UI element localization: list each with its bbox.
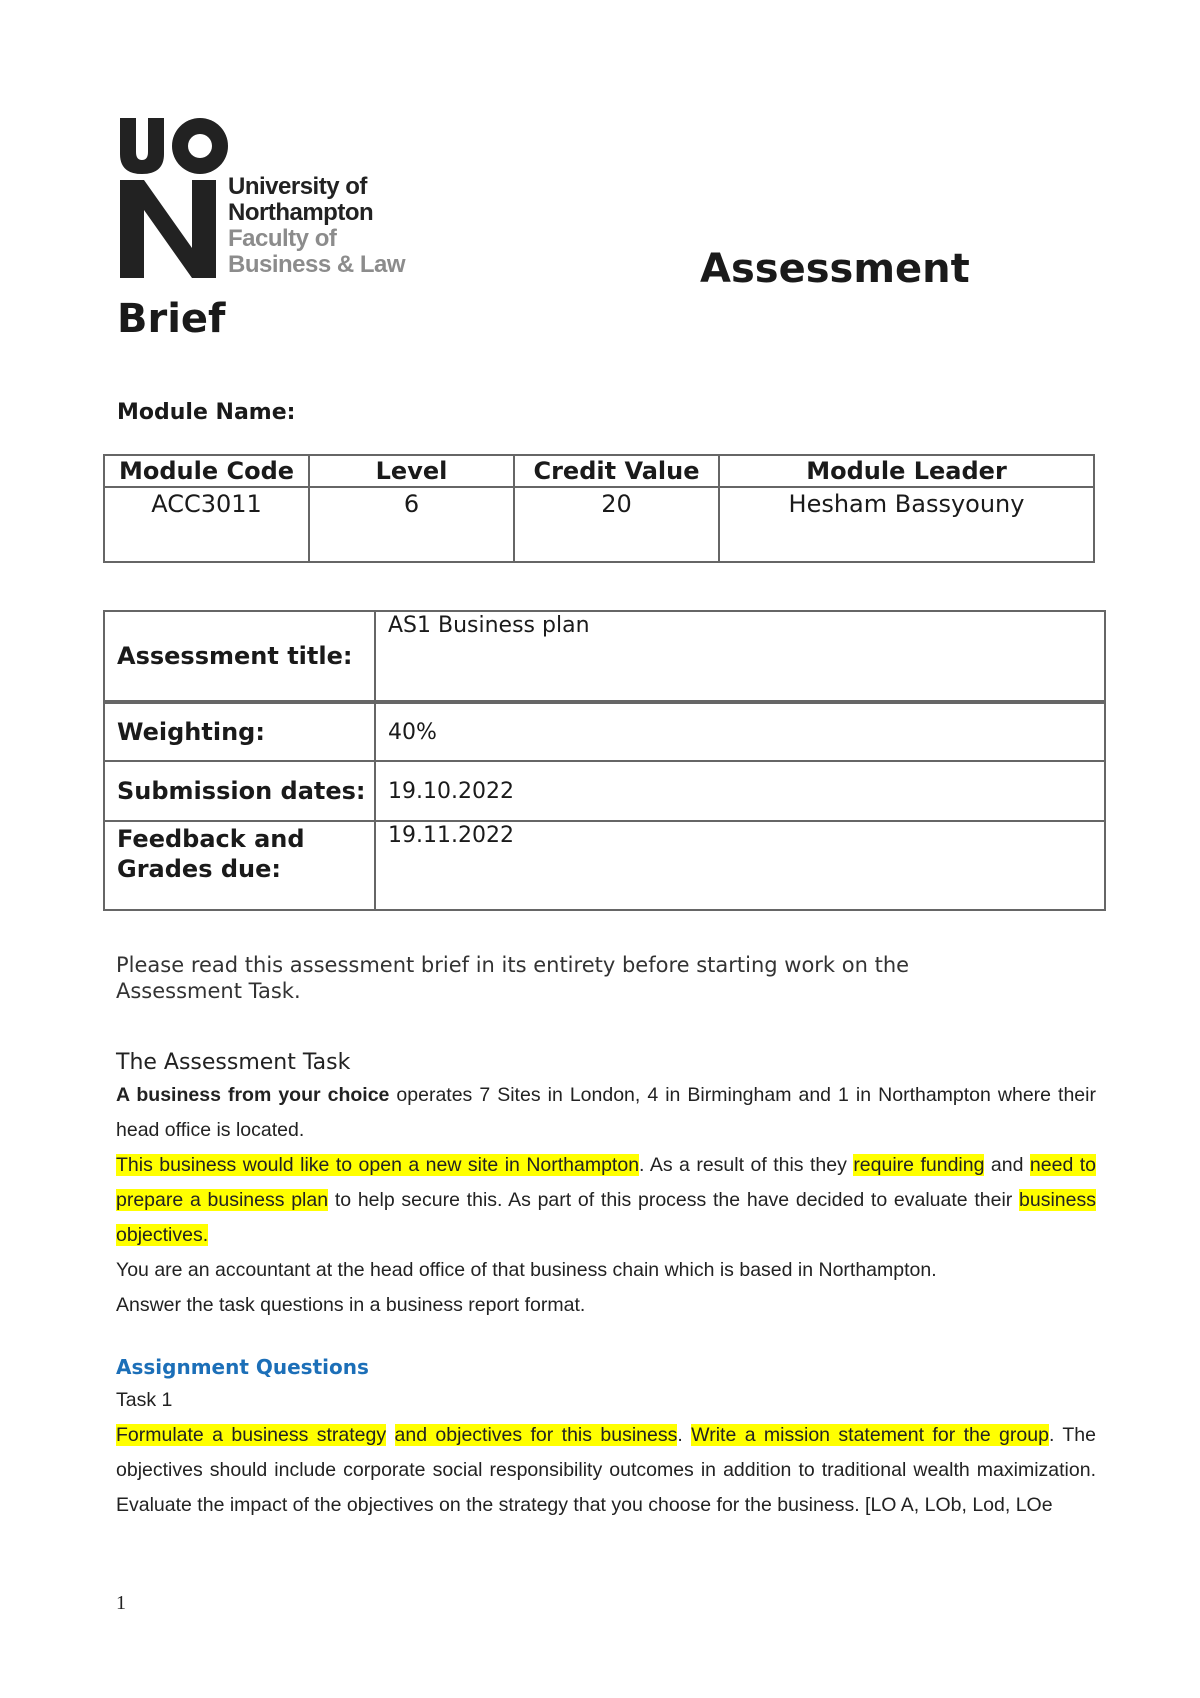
cell-credit-value: 20 <box>514 487 719 562</box>
cell-module-code: ACC3011 <box>104 487 309 562</box>
task-paragraph <box>116 1078 1096 1148</box>
university-logo <box>120 118 440 283</box>
header-level: Level <box>309 455 514 487</box>
table-row <box>104 761 1105 821</box>
module-table <box>103 454 1095 563</box>
report-format-line: Answer the task questions in a business report format. <box>116 1294 586 1316</box>
assessment-title-label: Assessment title: <box>104 611 375 702</box>
header-credit-value: Credit Value <box>514 455 719 487</box>
task-paragraph-text: operates 7 Sites in London, 4 in Birmingham and 1 in Northampton where their head office is located. <box>116 1084 1096 1141</box>
module-name-label: Module Name: <box>117 400 296 425</box>
table-row <box>104 821 1105 910</box>
table-row <box>104 487 1094 562</box>
assessment-title-value: AS1 Business plan <box>375 611 1105 702</box>
task-description <box>116 1078 1096 1323</box>
header-module-leader: Module Leader <box>719 455 1094 487</box>
funding-paragraph <box>116 1148 1096 1253</box>
task-1-paragraph <box>116 1418 1096 1523</box>
business-choice-text: A business from your choice <box>116 1084 390 1106</box>
assessment-table <box>103 610 1106 911</box>
module-table-header <box>104 455 1094 487</box>
weighting-label: Weighting: <box>104 702 375 761</box>
highlight-business-plan: need to prepare a business plan <box>116 1154 1097 1211</box>
cell-module-leader: Hesham Bassyouny <box>719 487 1094 562</box>
task-1-label: Task 1 <box>116 1389 173 1411</box>
doc-title-assessment: Assessment <box>700 246 970 292</box>
submission-dates-label: Submission dates: <box>104 761 375 821</box>
highlight-new-site: This business would like to open a new site in Northampton <box>116 1154 640 1176</box>
highlight-business-strategy: Formulate a business strategy <box>116 1424 387 1446</box>
accountant-line: You are an accountant at the head office of that business chain which is based in Northampton. <box>116 1259 937 1281</box>
doc-title-brief: Brief <box>117 296 226 342</box>
feedback-due-label: Feedback and Grades due: <box>104 821 375 910</box>
task-1-text-3: . The objectives should include corporate social responsibility outcomes in addition to traditional wealth maximization. Evaluate the impact of the objectives on the strategy that you choose for the business. [LO A, LOb, Lod, LOe <box>116 1424 1096 1516</box>
logo-line-3: Faculty of <box>228 225 337 252</box>
highlight-business-objectives: business objectives. <box>116 1189 1096 1246</box>
table-row <box>104 611 1105 702</box>
task-1-section <box>116 1383 1096 1523</box>
funding-text-3: to help secure this. As part of this process the have decided to evaluate their <box>328 1189 1020 1211</box>
highlight-mission-statement: Write a mission statement for the group <box>691 1424 1049 1446</box>
logo-line-2: Northampton <box>228 199 374 226</box>
submission-dates-value: 19.10.2022 <box>375 761 1105 821</box>
header-module-code: Module Code <box>104 455 309 487</box>
assignment-questions-heading: Assignment Questions <box>116 1355 369 1379</box>
intro-paragraph: Please read this assessment brief in its entirety before starting work on the Assessment Task. <box>116 953 910 1003</box>
logo-line-4: Business & Law <box>228 251 406 278</box>
funding-text-2: and <box>984 1154 1030 1176</box>
page-number: 1 <box>116 1592 126 1614</box>
task-1-text-1 <box>386 1424 394 1446</box>
feedback-due-value: 19.11.2022 <box>375 821 1105 910</box>
assessment-task-heading: The Assessment Task <box>116 1050 351 1075</box>
task-1-text-2: . <box>677 1424 692 1446</box>
logo-line-1: University of <box>228 173 367 200</box>
funding-text-1: . As a result of this they <box>639 1154 854 1176</box>
highlight-objectives: and objectives for this business <box>394 1424 678 1446</box>
highlight-require-funding: require funding <box>853 1154 985 1176</box>
cell-level: 6 <box>309 487 514 562</box>
logo-wordmark <box>228 174 405 278</box>
weighting-value: 40% <box>375 702 1105 761</box>
uon-logo-mark <box>120 118 230 283</box>
table-row <box>104 702 1105 761</box>
